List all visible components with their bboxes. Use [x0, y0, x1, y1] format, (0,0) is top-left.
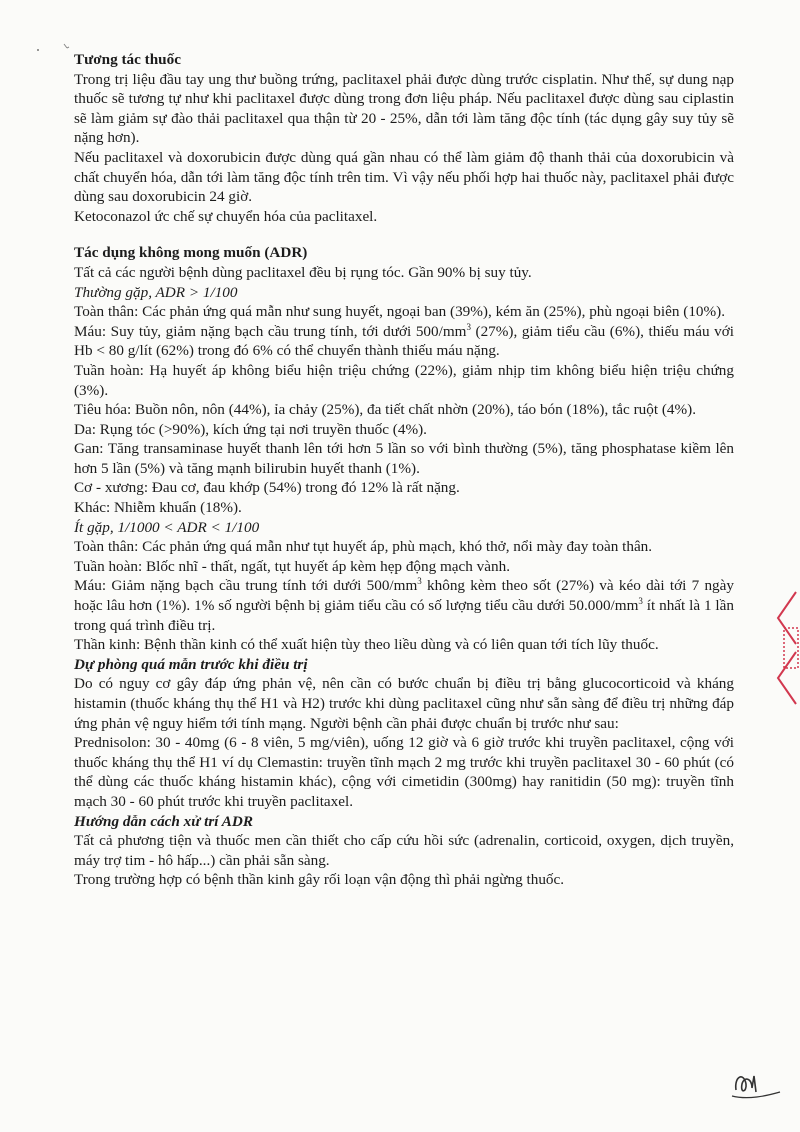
- management-title: Hướng dẫn cách xử trí ADR: [74, 812, 253, 830]
- adr-common-mau-text-a: Máu: Suy tủy, giảm nặng bạch cầu trung tính, tới dưới 500/mm: [74, 322, 467, 340]
- interactions-paragraph-1: Trong trị liệu đầu tay ung thư buồng trứng, paclitaxel phải được dùng trước cisplatin. Như thế, sự dung nạp thuốc sẽ tương tự như khi paclitaxel được dùng trong đơn liệu pháp. Nếu paclitaxel được dùng sau ciplastin sẽ làm giảm sự đào thải paclitaxel qua thận từ 20 - 25%, dẫn tới làm tăng độc tính (tác dụng gây suy tủy sẽ nặng hơn).: [74, 70, 734, 147]
- prevention-title: Dự phòng quá mẫn trước khi điều trị: [74, 655, 308, 673]
- spacer: [74, 226, 734, 243]
- adr-common-co-xuong: Cơ - xương: Đau cơ, đau khớp (54%) trong đó 12% là rất nặng.: [74, 479, 460, 497]
- adr-common-label: Thường gặp, ADR > 1/100: [74, 283, 238, 301]
- adr-rare-mau: [74, 576, 734, 635]
- adr-rare-label: Ít gặp, 1/1000 < ADR < 1/100: [74, 518, 260, 536]
- section-title-adr: Tác dụng không mong muốn (ADR): [74, 244, 308, 262]
- document-body: [74, 50, 734, 890]
- adr-common-mau-text-b: (27%), giảm tiểu cầu (6%), thiếu máu với Hb < 80 g/lít (62%) trong đó 6% có thể chuyển thành thiếu máu nặng.: [74, 322, 734, 360]
- interactions-paragraph-3: Ketoconazol ức chế sự chuyển hóa của paclitaxel.: [74, 207, 378, 225]
- handwritten-signature-mark: [730, 1066, 782, 1100]
- adr-common-khac: Khác: Nhiễm khuẩn (18%).: [74, 499, 242, 517]
- adr-rare-mau-text-a: Máu: Giảm nặng bạch cầu trung tính tới dưới 500/mm: [74, 577, 418, 595]
- adr-common-toan-than: Toàn thân: Các phản ứng quá mẫn như sung huyết, ngoại ban (39%), kém ăn (25%), phù ngoại biên (10%).: [74, 303, 726, 321]
- management-paragraph-1: Tất cả phương tiện và thuốc men cần thiết cho cấp cứu hồi sức (adrenalin, corticoid, oxygen, dịch truyền, máy trợ tim - hô hấp...) cần phải sẵn sàng.: [74, 832, 734, 869]
- superscript: 3: [466, 321, 471, 332]
- adr-common-gan: Gan: Tăng transaminase huyết thanh lên tới hơn 5 lần so với bình thường (5%), tăng phosphatase kiềm lên hơn 5 lần (5%) và tăng mạnh bilirubin huyết thanh (1%).: [74, 440, 734, 477]
- adr-intro: Tất cả các người bệnh dùng paclitaxel đều bị rụng tóc. Gần 90% bị suy tủy.: [74, 263, 532, 281]
- adr-rare-toan-than: Toàn thân: Các phản ứng quá mẫn như tụt huyết áp, phù mạch, khó thở, nổi mày đay toàn thân.: [74, 538, 653, 556]
- red-stamp-mark: [772, 588, 800, 708]
- adr-common-da: Da: Rụng tóc (>90%), kích ứng tại nơi truyền thuốc (4%).: [74, 420, 427, 438]
- adr-rare-than-kinh: Thần kinh: Bệnh thần kinh có thể xuất hiện tùy theo liều dùng và có liên quan tới tích lũy thuốc.: [74, 636, 659, 654]
- prevention-paragraph-1: Do có nguy cơ gây đáp ứng phản vệ, nên cần có bước chuẩn bị điều trị bằng glucocorticoid và kháng histamin (thuốc kháng thụ thể H1 và H2) trước khi dùng paclitaxel cũng như sẵn sàng để điều trị những đáp ứng phản vệ nguy hiểm tới tính mạng. Người bệnh cần phải được chuẩn bị trước như sau:: [74, 675, 734, 732]
- adr-common-tieu-hoa: Tiêu hóa: Buồn nôn, nôn (44%), ỉa chảy (25%), đa tiết chất nhờn (20%), táo bón (18%), tắc ruột (4%).: [74, 401, 696, 419]
- interactions-paragraph-2: Nếu paclitaxel và doxorubicin được dùng quá gần nhau có thể làm giảm độ thanh thải của doxorubicin và chất chuyển hóa, dẫn tới làm tăng độc tính trên tim. Vì vậy nếu phối hợp hai thuốc này, paclitaxel phải được dùng sau doxorubicin 24 giờ.: [74, 148, 734, 206]
- adr-rare-tuan-hoan: Tuần hoàn: Blốc nhĩ - thất, ngất, tụt huyết áp kèm hẹp động mạch vành.: [74, 557, 511, 575]
- superscript: 3: [638, 595, 643, 606]
- adr-common-mau: [74, 322, 734, 361]
- adr-rare-mau-text-c: ít nhất là 1 lần trong quá trình điều trị.: [74, 597, 734, 634]
- adr-common-tuan-hoan: Tuần hoàn: Hạ huyết áp không biểu hiện triệu chứng (22%), giảm nhịp tim không biểu hiện triệu chứng (3%).: [74, 361, 734, 399]
- adr-rare-mau-text-b: không kèm theo sốt (27%) và kéo dài tới 7 ngày hoặc lâu hơn (1%). 1% số người bệnh bị giảm tiểu cầu có số lượng tiểu cầu dưới 50.000/mm: [74, 577, 734, 615]
- scan-speck-mark: [34, 42, 74, 72]
- superscript: 3: [417, 576, 422, 587]
- section-title-interactions: Tương tác thuốc: [74, 51, 181, 68]
- management-paragraph-2: Trong trường hợp có bệnh thần kinh gây rối loạn vận động thì phải ngừng thuốc.: [74, 871, 565, 889]
- prevention-paragraph-2: Prednisolon: 30 - 40mg (6 - 8 viên, 5 mg/viên), uống 12 giờ và 6 giờ trước khi truyền paclitaxel, cộng với thuốc kháng thụ thể H1 ví dụ Clemastin: truyền tĩnh mạch 2 mg trước khi truyền paclitaxel 30 - 60 phút (có thể dùng các thuốc kháng histamin khác), cộng với cimetidin (300mg) hay ranitidin (50 mg): truyền tĩnh mạch 30 - 60 phút trước khi truyền paclitaxel.: [74, 734, 734, 810]
